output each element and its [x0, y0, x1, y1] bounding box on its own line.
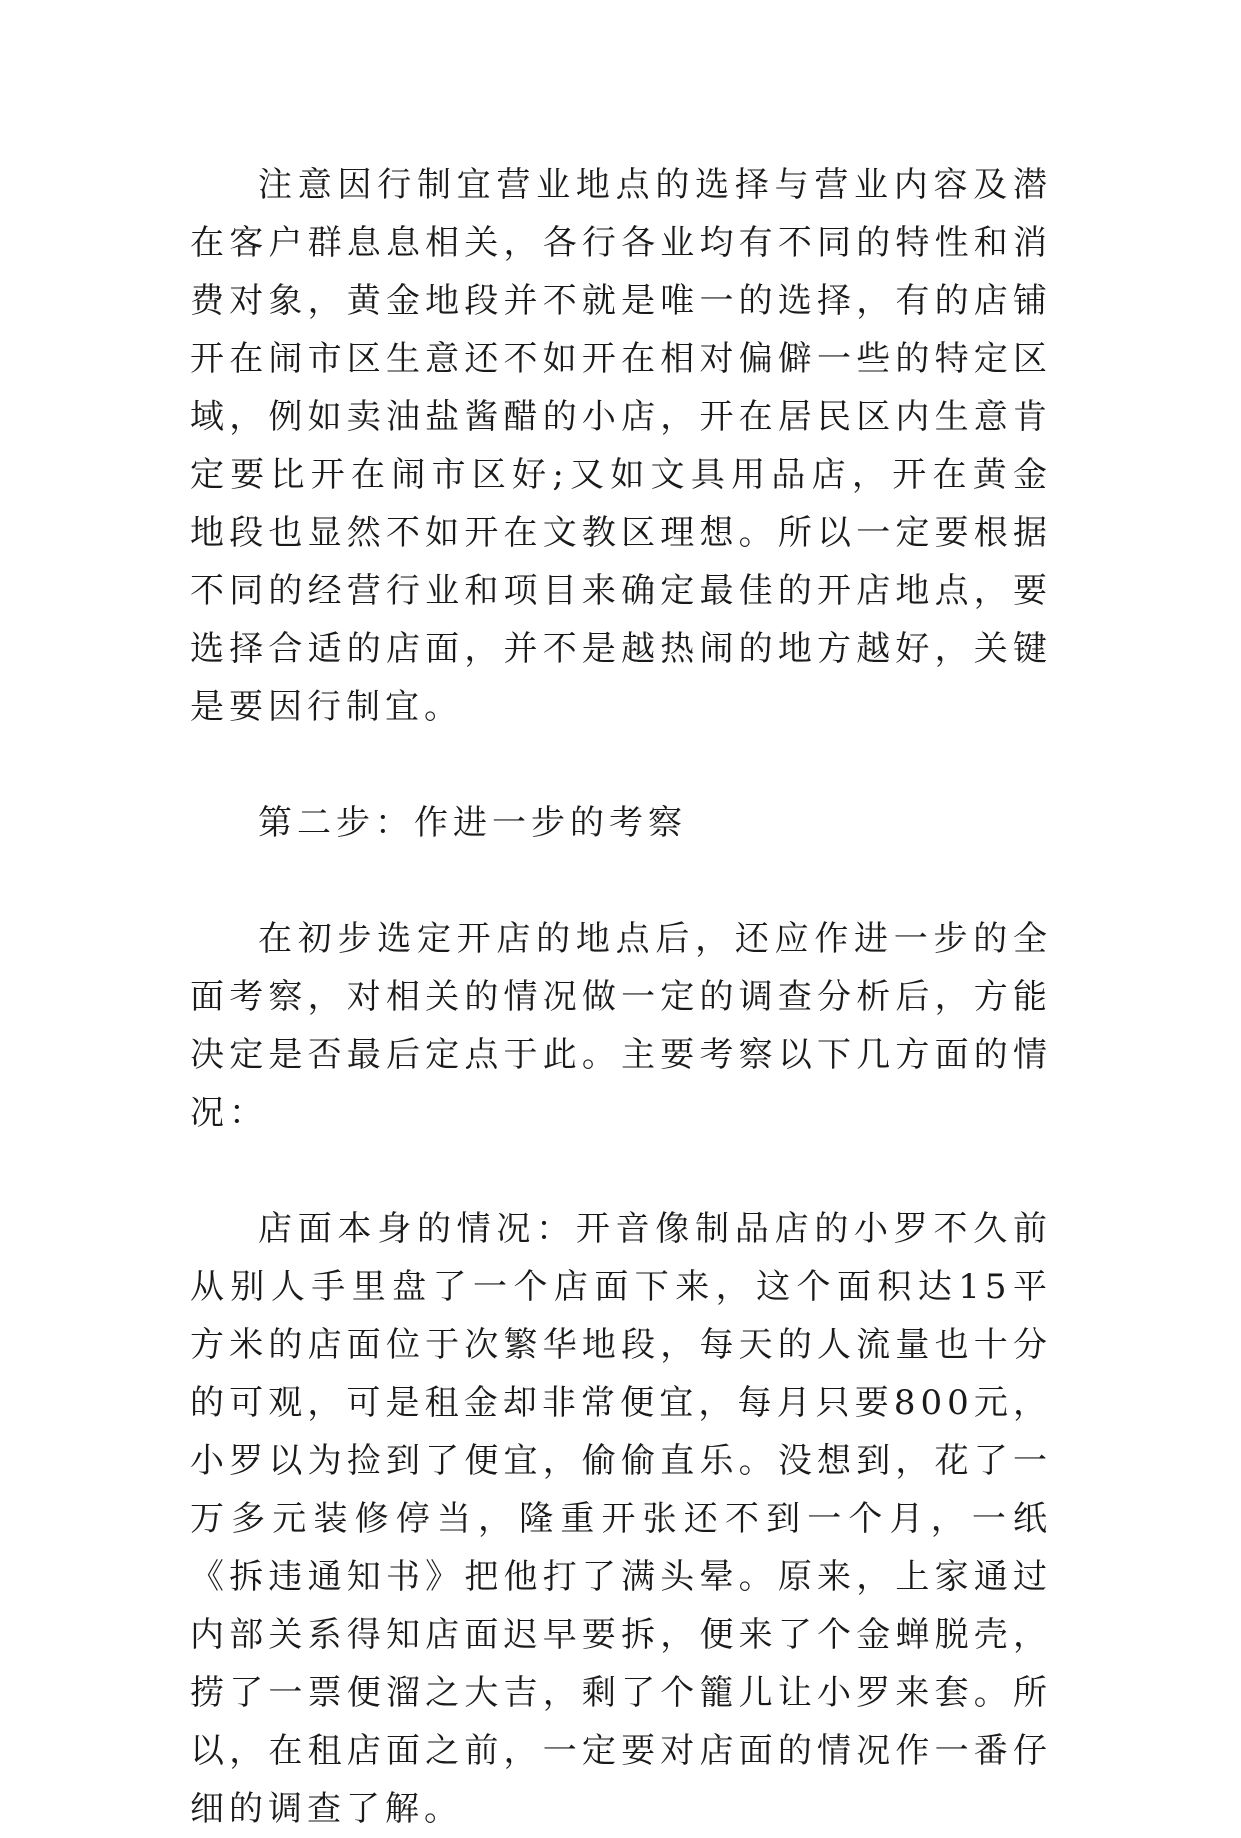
paragraph-location-choice: 注意因行制宜营业地点的选择与营业内容及潜在客户群息息相关，各行各业均有不同的特性和消费对象，黄金地段并不就是唯一的选择，有的店铺开在闹市区生意还不如开在相对偏僻一些的特定区域，例如卖油盐酱醋的小店，开在居民区内生意肯定要比开在闹市区好;又如文具用品店，开在黄金地段也显然不如开在文教区理想。所以一定要根据不同的经营行业和项目来确定最佳的开店地点，要选择合适的店面，并不是越热闹的地方越好，关键是要因行制宜。 [190, 165, 1052, 727]
paragraph-further-inspection: 在初步选定开店的地点后，还应作进一步的全面考察，对相关的情况做一定的调查分析后，方能决定是否最后定点于此。主要考察以下几方面的情况： [190, 919, 1052, 1133]
paragraph-shop-condition: 店面本身的情况：开音像制品店的小罗不久前从别人手里盘了一个店面下来，这个面积达15平方米的店面位于次繁华地段，每天的人流量也十分的可观，可是租金却非常便宜，每月只要800元，小罗以为捡到了便宜，偷偷直乐。没想到，花了一万多元装修停当，隆重开张还不到一个月，一纸《拆违通知书》把他打了满头晕。原来，上家通过内部关系得知店面迟早要拆，便来了个金蝉脱壳，捞了一票便溜之大吉，剩了个籠儿让小罗来套。所以，在租店面之前，一定要对店面的情况作一番仔细的调查了解。 [190, 1209, 1052, 1829]
section-heading-step-two: 第二步：作进一步的考察 [258, 803, 687, 843]
document-page [190, 156, 1052, 1838]
